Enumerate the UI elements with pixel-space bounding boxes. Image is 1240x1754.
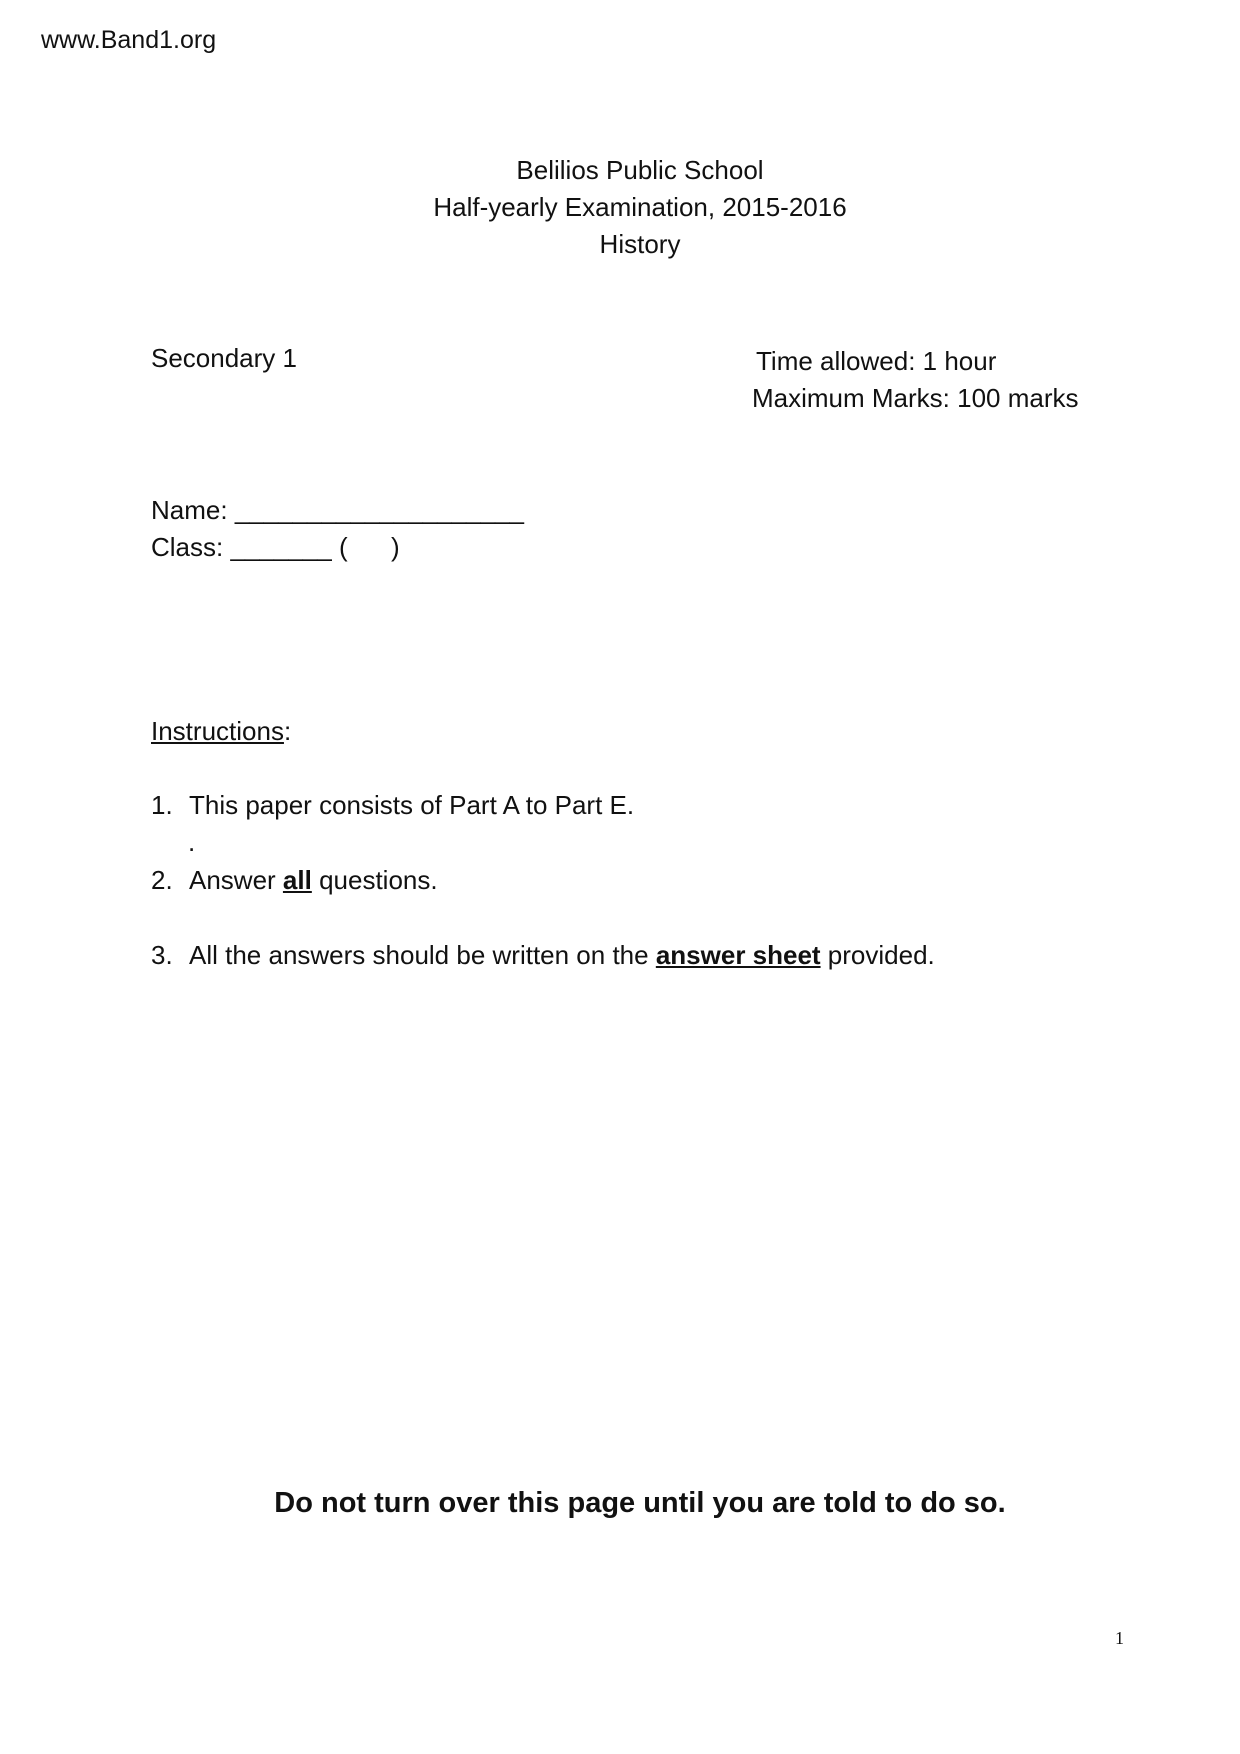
site-watermark: www.Band1.org [41, 26, 217, 54]
instructions-heading [151, 716, 291, 747]
exam-title: Half-yearly Examination, 2015-2016 [433, 192, 847, 222]
instruction-item [151, 865, 438, 896]
instruction-text-before: All the answers should be written on the [189, 940, 656, 970]
instruction-text-before: Answer [189, 865, 283, 895]
school-name: Belilios Public School [516, 155, 764, 185]
instruction-emphasis: all [282, 865, 312, 895]
instruction-item [151, 790, 634, 821]
class-label: Class: [151, 532, 224, 562]
page-number: 1 [1115, 1628, 1124, 1648]
warning-notice: Do not turn over this page until you are told to do so. [274, 1487, 1006, 1519]
exam-info [752, 343, 1079, 417]
maximum-marks: Maximum Marks: 100 marks [752, 383, 1079, 413]
subject-name: History [599, 229, 681, 259]
instructions-colon: : [283, 716, 292, 746]
instruction-emphasis: answer sheet [655, 940, 821, 970]
exam-header [0, 152, 1240, 263]
level-label: Secondary 1 [151, 343, 297, 373]
time-allowed: Time allowed: 1 hour [756, 346, 997, 376]
class-blank: _______ [230, 532, 332, 562]
name-blank: ____________________ [234, 495, 525, 525]
stray-dot: . [188, 827, 196, 857]
instruction-item [151, 940, 935, 971]
instruction-number: 2. [151, 865, 173, 895]
instruction-number: 3. [151, 940, 173, 970]
instruction-text: This paper consists of Part A to Part E. [189, 790, 635, 820]
name-row [151, 492, 524, 529]
instructions-title: Instructions [151, 716, 284, 746]
class-row [151, 529, 524, 566]
instruction-text-after: questions. [311, 865, 438, 895]
class-number: ( ) [338, 532, 400, 562]
instruction-number: 1. [151, 790, 173, 820]
instruction-text-after: provided. [820, 940, 935, 970]
student-details [151, 492, 524, 566]
name-label: Name: [151, 495, 228, 525]
